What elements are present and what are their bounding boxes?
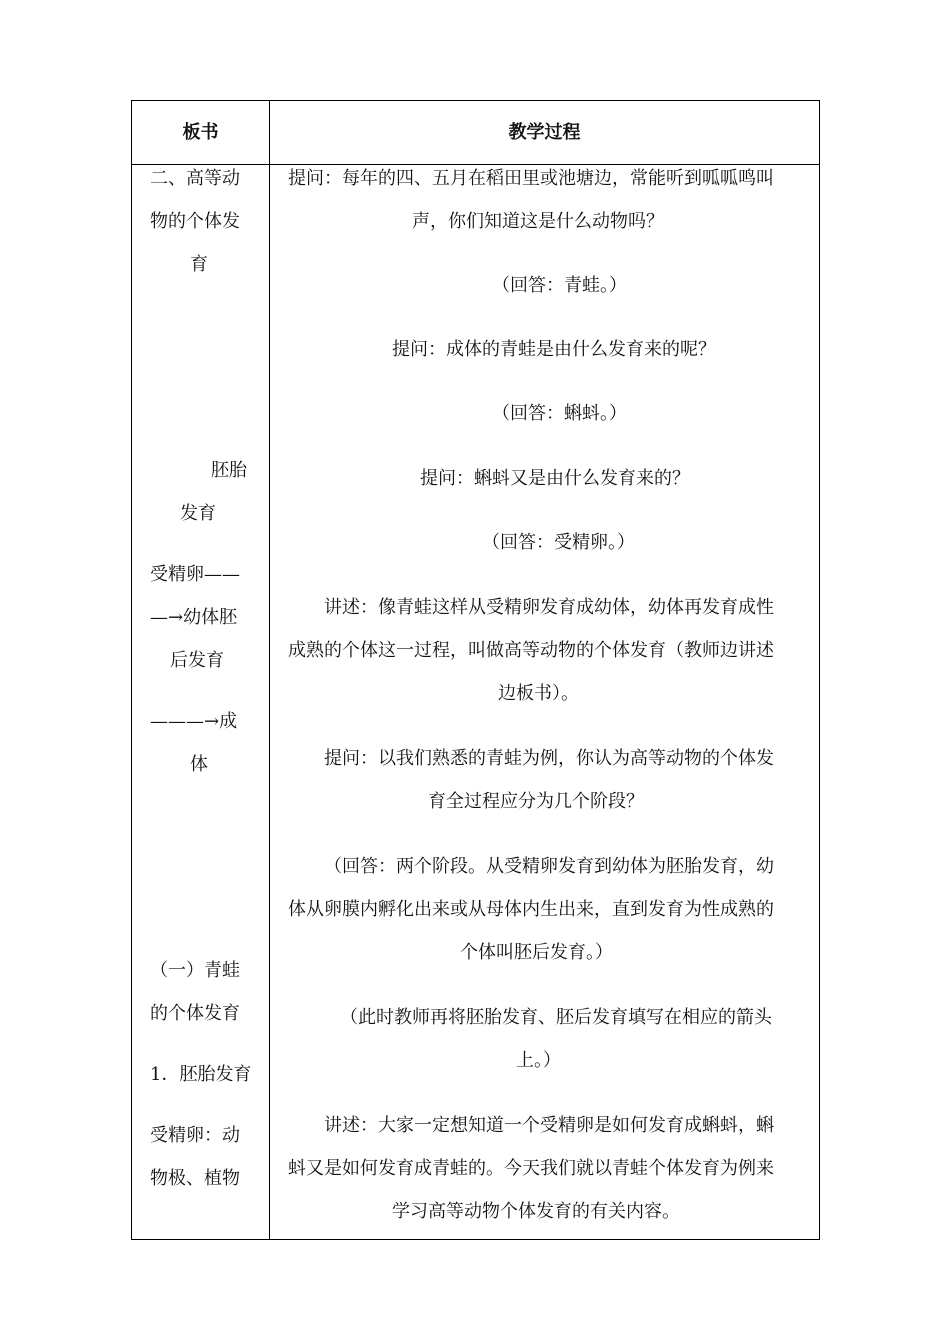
board-line: 的个体发育	[150, 1003, 240, 1024]
process-line: 边板书）。	[498, 683, 579, 704]
process-line: 提问：蝌蚪又是由什么发育来的？	[420, 468, 690, 489]
board-line: —→幼体胚	[150, 607, 238, 628]
process-line: 学习高等动物个体发育的有关内容。	[392, 1201, 680, 1222]
process-line: （此时教师再将胚胎发育、胚后发育填写在相应的箭头	[340, 1007, 772, 1028]
process-line: 育全过程应分为几个阶段？	[428, 791, 644, 812]
process-line: 上。）	[516, 1050, 561, 1071]
process-line: 提问：成体的青蛙是由什么发育来的呢？	[392, 339, 716, 360]
process-line: 体从卵膜内孵化出来或从母体内生出来，直到发育为性成熟的	[288, 899, 774, 920]
board-line: 受精卵——	[150, 564, 240, 585]
process-line: 个体叫胚后发育。）	[460, 942, 613, 963]
process-line: 声，你们知道这是什么动物吗？	[412, 211, 664, 232]
board-line: 育	[190, 254, 208, 275]
board-line: 后发育	[170, 650, 224, 671]
process-line: 讲述：像青蛙这样从受精卵发育成幼体，幼体再发育成性	[324, 597, 774, 618]
process-line: 成熟的个体这一过程，叫做高等动物的个体发育（教师边讲述	[288, 640, 774, 661]
board-line: 1．胚胎发育	[150, 1064, 252, 1085]
process-line: （回答：蝌蚪。）	[492, 403, 627, 424]
board-line: 体	[190, 754, 208, 775]
process-line: 蚪又是如何发育成青蛙的。今天我们就以青蛙个体发育为例来	[288, 1158, 774, 1179]
process-line: （回答：受精卵。）	[482, 532, 635, 553]
board-line: 物极、植物	[150, 1168, 240, 1189]
board-line: 受精卵：动	[150, 1125, 240, 1146]
board-line: （一）青蛙	[150, 960, 240, 981]
process-line: 提问：每年的四、五月在稻田里或池塘边，常能听到呱呱鸣叫	[288, 168, 774, 189]
process-line: 讲述：大家一定想知道一个受精卵是如何发育成蝌蚪，蝌	[324, 1115, 774, 1136]
board-line: 发育	[180, 503, 216, 524]
process-line: （回答：两个阶段。从受精卵发育到幼体为胚胎发育，幼	[324, 856, 774, 877]
board-line: 二、高等动	[150, 168, 240, 189]
board-line: 物的个体发	[150, 211, 240, 232]
header-blackboard: 板书	[182, 122, 219, 143]
board-line: ———→成	[150, 711, 238, 732]
board-line: 胚胎	[211, 460, 247, 481]
column-divider	[269, 101, 270, 1239]
process-line: （回答：青蛙。）	[492, 275, 627, 296]
process-line: 提问：以我们熟悉的青蛙为例，你认为高等动物的个体发	[324, 748, 774, 769]
header-teaching-process: 教学过程	[508, 122, 581, 143]
